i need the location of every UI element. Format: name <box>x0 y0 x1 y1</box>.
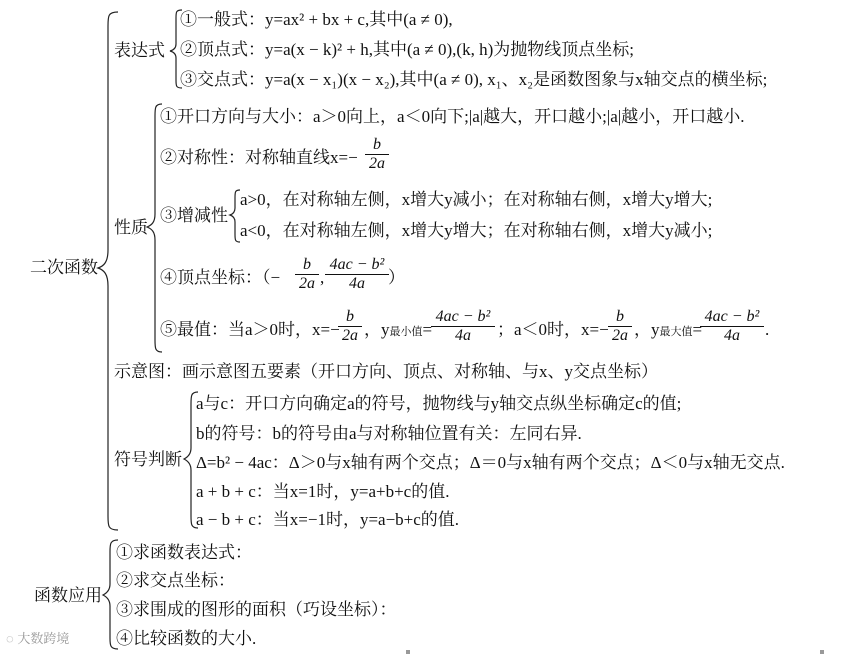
watermark-icon: ◌ <box>6 631 14 646</box>
watermark <box>6 628 69 647</box>
equals-sign: = <box>422 320 433 339</box>
fraction-numerator: b <box>365 136 389 155</box>
fraction-denominator: 4a <box>724 327 740 344</box>
prop-opening: ①开口方向与大小：a＞0向上，a＜0向下;|a|越大，开口越小;|a|越小，开口越小. <box>160 107 745 126</box>
extreme-fraction-3 <box>608 308 632 345</box>
prop-label: 性质 <box>114 218 148 237</box>
vertex-fraction-2 <box>325 256 389 293</box>
max-subscript: 最大值 <box>659 326 693 338</box>
prop-brace <box>147 104 162 352</box>
prop-vertex-prefix: ④顶点坐标：（− <box>160 268 281 287</box>
watermark-text: 大数跨境 <box>17 631 70 646</box>
fraction-denominator: 2a <box>299 275 315 292</box>
fraction-denominator: 4a <box>455 327 471 344</box>
prop-extreme-a: ⑤最值：当a＞0时，x=− <box>160 320 340 339</box>
vertex-fraction-1 <box>295 256 319 293</box>
vertex-comma: , <box>320 268 325 287</box>
sign-diff: a − b + c：当x=−1时，y=a−b+c的值. <box>196 510 460 529</box>
fraction-numerator: 4ac − b² <box>325 256 389 275</box>
vertex-suffix: ） <box>388 268 405 287</box>
extreme-fraction-4 <box>700 308 764 345</box>
sign-label: 符号判断 <box>114 450 182 469</box>
fraction-denominator: 2a <box>612 327 628 344</box>
fraction-denominator: 4a <box>349 275 365 292</box>
sign-discriminant: Δ=b² − 4ac：Δ＞0与x轴有两个交点；Δ＝0与x轴有两个交点；Δ＜0与x轴无交点. <box>196 453 785 472</box>
app-compare: ④比较函数的大小. <box>116 629 257 648</box>
fraction-numerator: b <box>295 256 319 275</box>
expr-vertex: ②顶点式：y=a(x − k)² + h,其中(a ≠ 0),(k, h)为抛物线顶点坐标; <box>180 40 634 59</box>
prop-symmetry: ②对称性：对称轴直线x=− <box>160 148 358 167</box>
root-label: 二次函数 <box>30 258 98 277</box>
extreme-y-max <box>634 320 702 342</box>
expr-label: 表达式 <box>114 41 165 60</box>
prop-monotonic-a-neg: a<0，在对称轴左侧，x增大y增大；在对称轴右侧，x增大y减小; <box>240 221 713 240</box>
monotonic-brace <box>230 190 240 242</box>
app-intersection: ②求交点坐标： <box>116 571 235 590</box>
app-expression: ①求函数表达式： <box>116 543 252 562</box>
extreme-y-prefix: ，y <box>364 320 390 339</box>
corner-dot <box>820 650 824 654</box>
extreme-y-min <box>364 320 432 342</box>
sign-b: b的符号：b的符号由a与对称轴位置有关：左同右异. <box>196 424 582 443</box>
symmetry-fraction <box>365 136 389 173</box>
corner-dot <box>406 650 410 654</box>
fraction-numerator: 4ac − b² <box>700 308 764 327</box>
min-subscript: 最小值 <box>389 326 423 338</box>
extreme-y-prefix-2: ，y <box>634 320 660 339</box>
extreme-neg-case: ；a＜0时，x=− <box>497 320 609 339</box>
fraction-denominator: 2a <box>369 155 385 172</box>
prop-monotonic-label: ③增减性 <box>160 206 228 225</box>
expr-intercept: ③交点式：y=a(x − x₁)(x − x₂),其中(a ≠ 0), x₁、x₂是函数图象与x轴交点的横坐标; <box>180 70 768 89</box>
app-area: ③求围成的图形的面积（巧设坐标）： <box>116 600 397 619</box>
fraction-numerator: b <box>338 308 362 327</box>
fraction-numerator: b <box>608 308 632 327</box>
expr-general: ①一般式：y=ax² + bx + c,其中(a ≠ 0), <box>180 10 453 29</box>
extreme-fraction-1 <box>338 308 362 345</box>
fraction-denominator: 2a <box>342 327 358 344</box>
diagram-line: 示意图：画示意图五要素（开口方向、顶点、对称轴、与x、y交点坐标） <box>114 362 658 381</box>
app-label: 函数应用 <box>34 586 102 605</box>
equals-sign-2: = <box>692 320 703 339</box>
extreme-end: . <box>765 320 770 339</box>
sign-sum: a + b + c：当x=1时，y=a+b+c的值. <box>196 482 450 501</box>
sign-ac: a与c：开口方向确定a的符号，抛物线与y轴交点纵坐标确定c的值; <box>196 394 682 413</box>
extreme-fraction-2 <box>431 308 495 345</box>
prop-monotonic-a-pos: a>0，在对称轴左侧，x增大y减小；在对称轴右侧，x增大y增大; <box>240 190 713 209</box>
fraction-numerator: 4ac − b² <box>431 308 495 327</box>
